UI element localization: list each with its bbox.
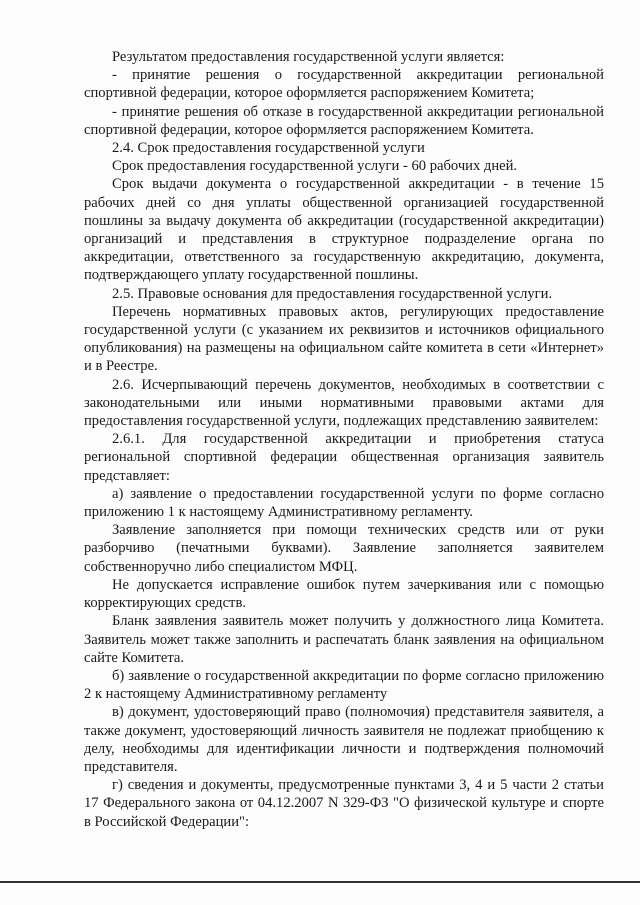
paragraph-blank-form: Бланк заявления заявитель может получить у должностного лица Комитета. Заявитель может также заполнить и распечатать бланк заявления на официальном сайте Комитета. — [84, 613, 604, 666]
paragraph-legal-acts: Перечень нормативных правовых актов, регулирующих предоставление государственной услуги (с указанием их реквизитов и источников официального опубликования) на размещены на официальном сайте комитета в сети «Интернет» и в Реестре. — [84, 303, 604, 375]
paragraph-form-filling: Заявление заполняется при помощи технических средств или от руки разборчиво (печатными буквами). Заявление заполняется заявителем собственноручно либо специалистом МФЦ. — [84, 522, 604, 575]
paragraph-item-v: в) документ, удостоверяющий право (полномочия) представителя заявителя, а также документ, удостоверяющий личность заявителя не подлежат приобщению к делу, необходимы для идентификации личности и подтверждения полномочий представителя. — [84, 704, 604, 775]
paragraph-item-b: б) заявление о государственной аккредитации по форме согласно приложению 2 к настоящему Административному регламенту — [84, 667, 604, 703]
section-heading-2-6-1: 2.6.1. Для государственной аккредитации и приобретения статуса региональной спортивной федерации общественная организация заявитель представляет: — [84, 431, 604, 484]
paragraph-item-a: а) заявление о предоставлении государственной услуги по форме согласно приложению 1 к настоящему Административному регламенту. — [84, 485, 604, 521]
paragraph-issue-term: Срок выдачи документа о государственной аккредитации - в течение 15 рабочих дней со дня уплаты общественной организацией государственной пошлины за выдачу документа об аккредитации (государственной аккредитации) организаций и представления в структурное подразделение органа по аккредитации, ответственного за государственную аккредитацию, документа, подтверждающего уплату государственной пошлины. — [84, 176, 604, 284]
section-heading-2-4: 2.4. Срок предоставления государственной услуги — [112, 140, 425, 157]
paragraph-no-corrections: Не допускается исправление ошибок путем зачеркивания или с помощью корректирующих средств. — [84, 576, 604, 612]
paragraph-term: Срок предоставления государственной услуги - 60 рабочих дней. — [112, 158, 518, 175]
paragraph-result-refusal: - принятие решения об отказе в государственной аккредитации региональной спортивной федерации, которое оформляется распоряжением Комитета. — [84, 103, 604, 138]
page-bottom-edge — [0, 881, 640, 883]
document-page — [84, 48, 604, 831]
section-heading-2-5: 2.5. Правовые основания для предоставления государственной услуги. — [112, 285, 553, 302]
paragraph-result-accreditation: - принятие решения о государственной аккредитации региональной спортивной федерации, которое оформляется распоряжением Комитета; — [84, 67, 604, 102]
section-heading-2-6: 2.6. Исчерпывающий перечень документов, необходимых в соответствии с законодательными или иными нормативными правовыми актами для предоставления государственной услуги, подлежащих представлению заявителем: — [84, 376, 604, 430]
paragraph-result-intro: Результатом предоставления государственной услуги является: — [112, 49, 505, 65]
paragraph-item-g: г) сведения и документы, предусмотренные пунктами 3, 4 и 5 части 2 статьи 17 Федерального закона от 04.12.2007 N 329-ФЗ "О физической культуре и спорте в Российской Федерации": — [84, 777, 604, 830]
